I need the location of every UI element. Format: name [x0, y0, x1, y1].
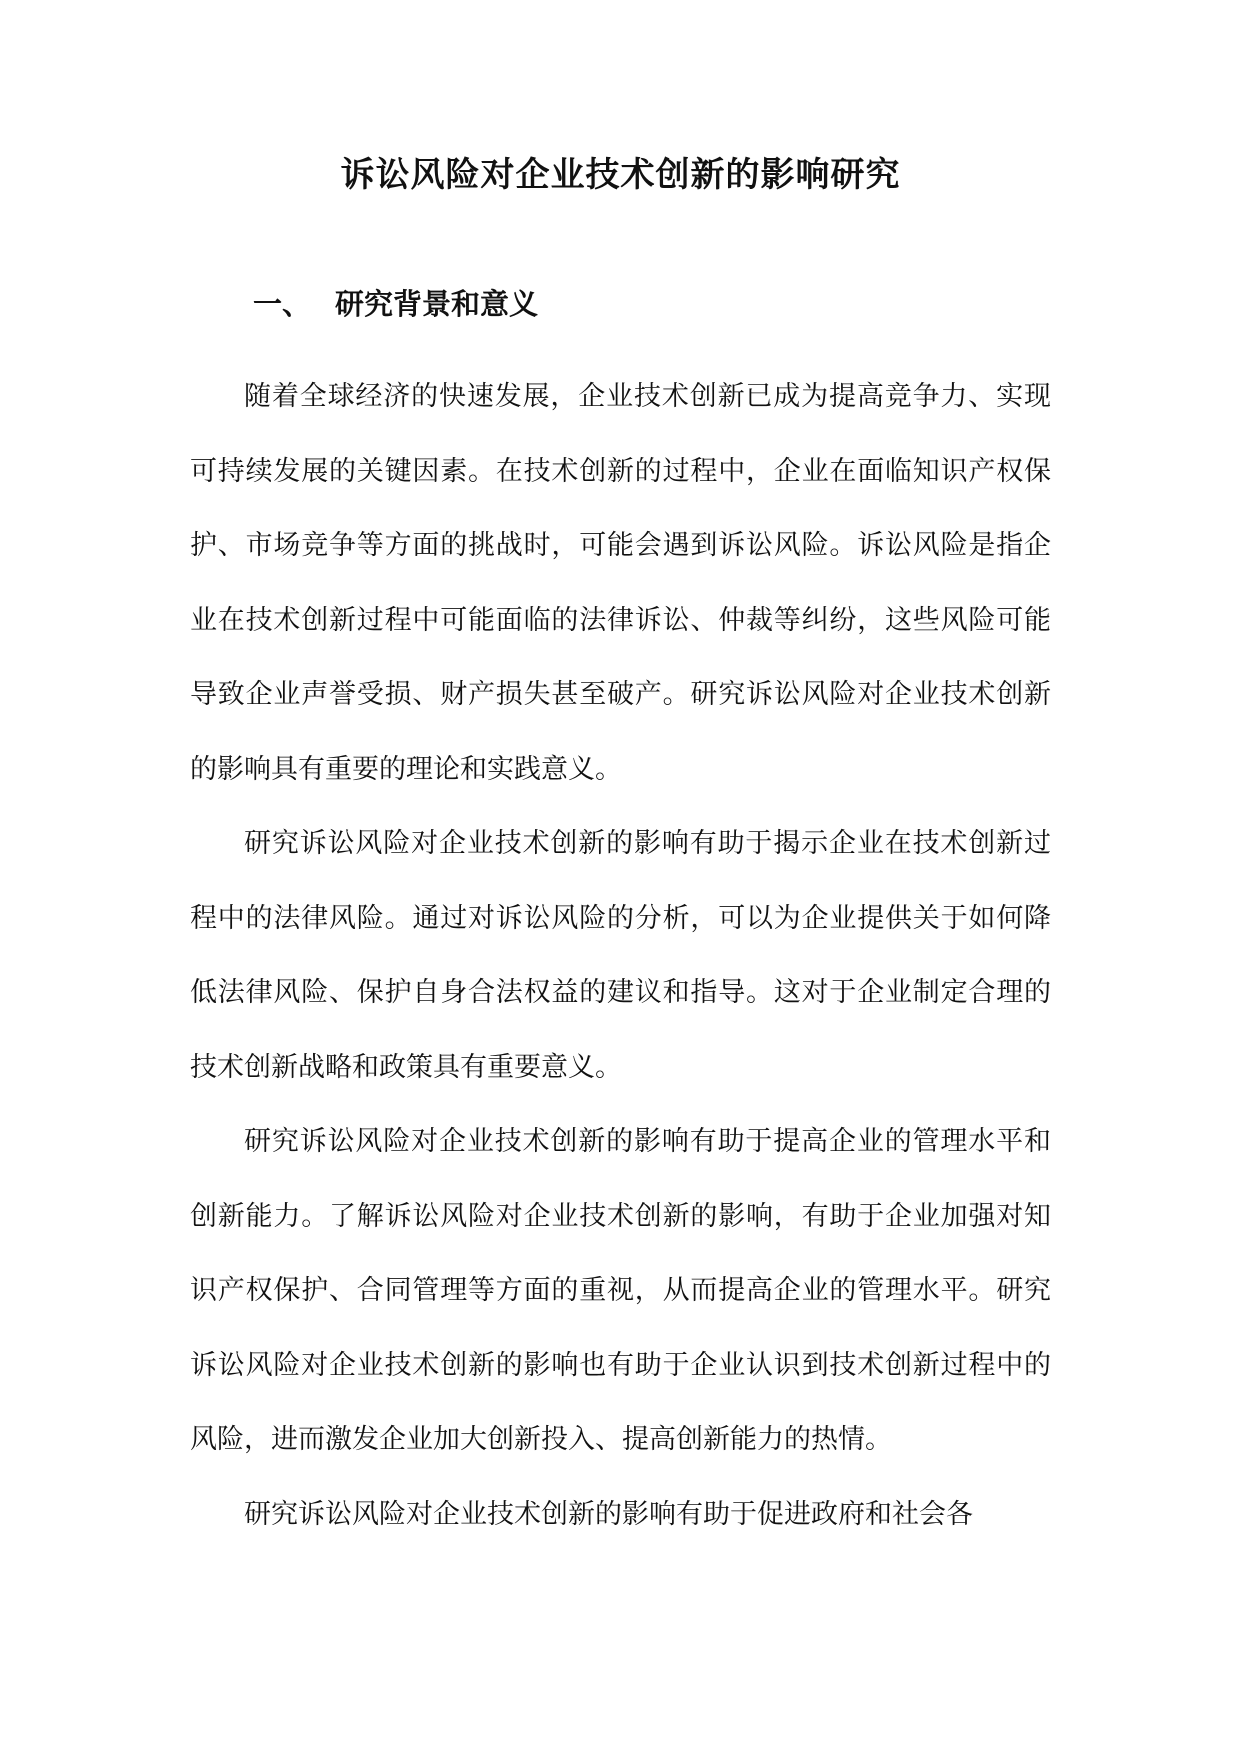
paragraph-4: 研究诉讼风险对企业技术创新的影响有助于促进政府和社会各	[244, 1498, 973, 1530]
paragraph-1: 随着全球经济的快速发展，企业技术创新已成为提高竞争力、实现可持续发展的关键因素。在技术创新的过程中，企业在面临知识产权保护、市场竞争等方面的挑战时，可能会遇到诉讼风险。诉讼风险是指企业在技术创新过程中可能面临的法律诉讼、仲裁等纠纷，这些风险可能导致企业声誉受损、财产损失甚至破产。研究诉讼风险对企业技术创新的影响具有重要的理论和实践意义。	[190, 381, 1051, 785]
body-text	[190, 360, 1051, 1552]
section-number: 一、	[253, 287, 312, 321]
section-heading	[253, 282, 538, 326]
paragraph-2: 研究诉讼风险对企业技术创新的影响有助于揭示企业在技术创新过程中的法律风险。通过对诉讼风险的分析，可以为企业提供关于如何降低法律风险、保护自身合法权益的建议和指导。这对于企业制定合理的技术创新战略和政策具有重要意义。	[190, 828, 1051, 1083]
section-heading-text: 研究背景和意义	[335, 287, 539, 321]
document-title: 诉讼风险对企业技术创新的影响研究	[340, 155, 901, 195]
paragraph-3: 研究诉讼风险对企业技术创新的影响有助于提高企业的管理水平和创新能力。了解诉讼风险对企业技术创新的影响，有助于企业加强对知识产权保护、合同管理等方面的重视，从而提高企业的管理水平。研究诉讼风险对企业技术创新的影响也有助于企业认识到技术创新过程中的风险，进而激发企业加大创新投入、提高创新能力的热情。	[190, 1126, 1051, 1455]
